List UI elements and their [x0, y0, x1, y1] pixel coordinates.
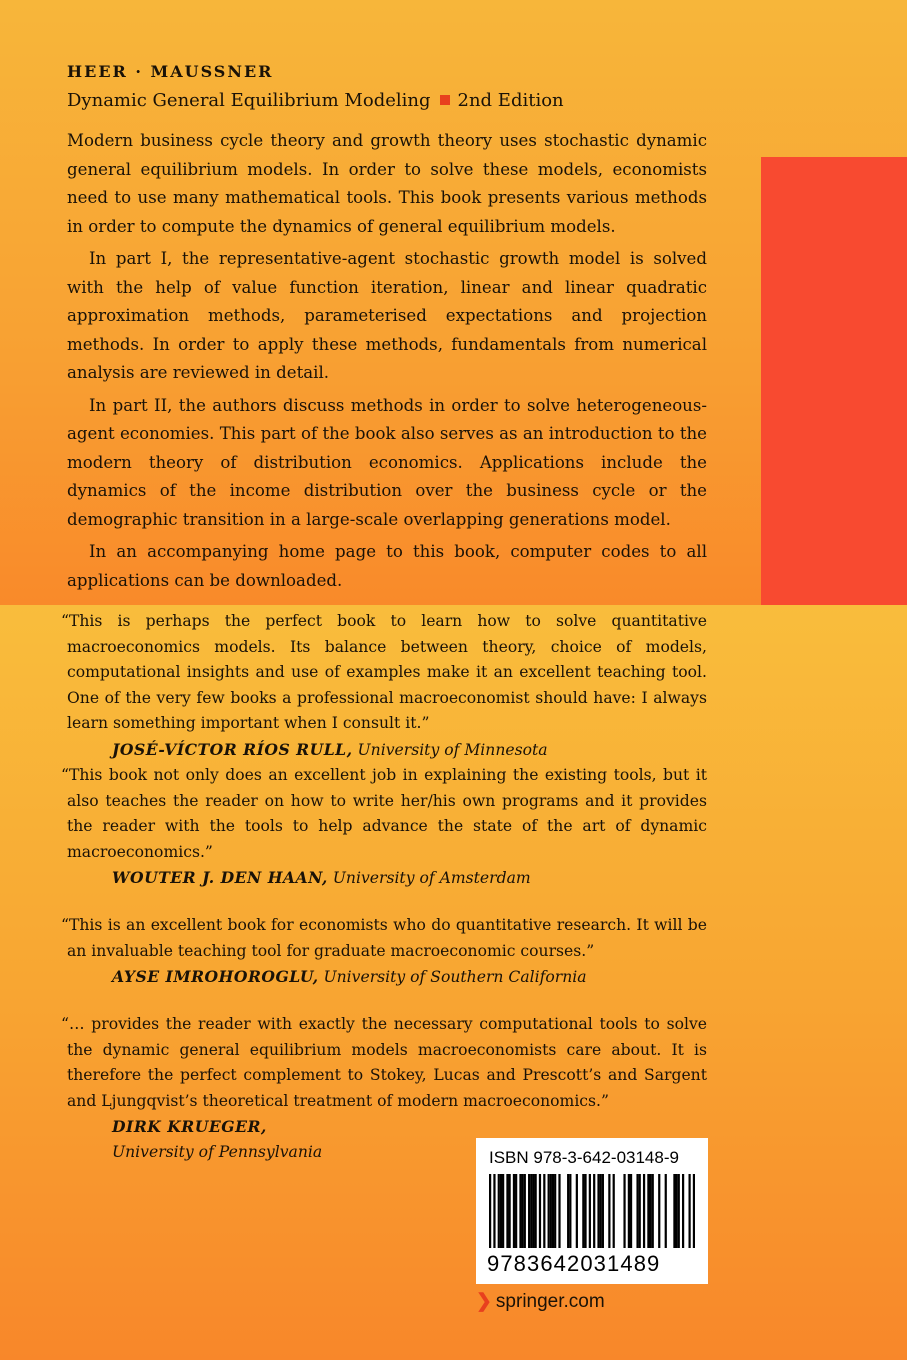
- barcode-bar: [519, 1174, 521, 1248]
- barcode-bar: [639, 1174, 641, 1248]
- barcode-bar: [539, 1174, 541, 1248]
- review-quote: “… provides the reader with exactly the necessary computational tools to solve the dynamic general equilibrium models macroeconomists care about. It is therefore the perfect complement to Stokey, Lucas and Prescott’s and Sargent and Ljungqvist’s theoretical treatment of modern macroeconomics.”: [61, 1015, 707, 1110]
- barcode-bar: [602, 1174, 604, 1248]
- barcode-bar: [673, 1174, 675, 1248]
- barcode-bar: [582, 1174, 584, 1248]
- review: [61, 609, 707, 763]
- reviewer-name: WOUTER J. DEN HAAN,: [112, 868, 328, 887]
- book-title-line: [67, 90, 564, 111]
- square-bullet-icon: [440, 95, 450, 105]
- barcode-bar: [613, 1174, 615, 1248]
- barcode-bar: [543, 1174, 545, 1248]
- isbn-label: ISBN 978-3-642-03148-9: [489, 1148, 679, 1167]
- barcode-bar: [682, 1174, 684, 1248]
- barcode-bar: [630, 1174, 632, 1248]
- barcode-bar: [548, 1174, 550, 1248]
- reviewer-name: JOSÉ-VÍCTOR RÍOS RULL,: [112, 739, 353, 759]
- reviewer-affiliation: University of Minnesota: [357, 740, 548, 759]
- review-attribution: [112, 737, 707, 764]
- barcode-bar: [567, 1174, 569, 1248]
- barcode-bar: [522, 1174, 524, 1248]
- barcode-bar: [643, 1174, 645, 1248]
- book-title: Dynamic General Equilibrium Modeling: [67, 90, 431, 111]
- barcode-icon: [489, 1174, 695, 1248]
- edition: 2nd Edition: [457, 90, 564, 111]
- barcode-bar: [647, 1174, 649, 1248]
- barcode-bar: [675, 1174, 677, 1248]
- review-attribution: [112, 865, 707, 892]
- publisher-url: springer.com: [495, 1291, 605, 1312]
- barcode-bar: [658, 1174, 660, 1248]
- chevron-right-icon: ❯: [476, 1291, 492, 1312]
- reviewer-affiliation: University of Amsterdam: [332, 869, 531, 887]
- barcode-bar: [600, 1174, 602, 1248]
- isbn-barcode-box: [476, 1138, 708, 1284]
- barcode-bar: [636, 1174, 638, 1248]
- barcode-bar: [678, 1174, 680, 1248]
- barcode-bar: [665, 1174, 667, 1248]
- isbn-digits: 9783642031489: [487, 1251, 661, 1276]
- barcode-bar: [535, 1174, 537, 1248]
- blurb-paragraph: In an accompanying home page to this book, computer codes to all applications can be downloaded.: [67, 542, 707, 590]
- barcode-bar: [552, 1174, 554, 1248]
- reviewer-name: DIRK KRUEGER,: [112, 1117, 267, 1136]
- barcode-bar: [558, 1174, 560, 1248]
- review-quote: “This is an excellent book for economists who do quantitative research. It will be an invaluable teaching tool for graduate macroeconomic courses.”: [61, 916, 707, 960]
- barcode-bar: [528, 1174, 530, 1248]
- barcode-bar: [524, 1174, 526, 1248]
- red-accent-panel: [761, 157, 907, 605]
- barcode-bar: [550, 1174, 552, 1248]
- reviewer-affiliation: University of Pennsylvania: [112, 1142, 323, 1161]
- barcode-bar: [576, 1174, 578, 1248]
- barcode-bar: [589, 1174, 591, 1248]
- barcode-bar: [608, 1174, 610, 1248]
- barcode-bar: [509, 1174, 511, 1248]
- barcode-bar: [489, 1174, 491, 1248]
- barcode-bar: [500, 1174, 502, 1248]
- blurb-paragraph: In part I, the representative-agent stochastic growth model is solved with the help of value function iteration, linear and linear quadratic approximation methods, parameterised expectations and projection methods. In order to apply these methods, fundamentals from numerical analysis are reviewed in detail.: [67, 249, 707, 382]
- review-attribution: [112, 964, 707, 991]
- barcode-bar: [584, 1174, 586, 1248]
- barcode-bar: [513, 1174, 515, 1248]
- barcode-bar: [569, 1174, 571, 1248]
- barcode-bar: [597, 1174, 599, 1248]
- barcode-bar: [623, 1174, 625, 1248]
- barcode-bar: [688, 1174, 690, 1248]
- barcode-bar: [593, 1174, 595, 1248]
- barcode-bar: [515, 1174, 517, 1248]
- blurb-paragraph: In part II, the authors discuss methods in order to solve heterogeneous-agent economies. This part of the book also serves as an introduction to the modern theory of distribution economics. Applications include the dynamics of the income distribution over the business cycle or the demographic transition in a large-scale overlapping generations model.: [67, 395, 707, 529]
- barcode-bar: [506, 1174, 508, 1248]
- publisher-link[interactable]: [476, 1290, 605, 1313]
- review-quote: “This is perhaps the perfect book to learn how to solve quantitative macroeconomics models. Its balance between theory, choice of models, computational insights and use of examples make it an excellent teaching tool. One of the very few books a professional macroeconomist should have: I always learn something important when I consult it.”: [61, 612, 707, 732]
- authors: HEER · MAUSSNER: [67, 62, 274, 81]
- barcode-bar: [493, 1174, 495, 1248]
- review: [61, 913, 707, 991]
- barcode-bar: [498, 1174, 500, 1248]
- blurb-paragraph: Modern business cycle theory and growth theory uses stochastic dynamic general equilibrium models. In order to solve these models, economists need to use many mathematical tools. This book presents various methods in order to compute the dynamics of general equilibrium models.: [67, 131, 707, 236]
- barcode-bar: [693, 1174, 695, 1248]
- reviewer-affiliation: University of Southern California: [323, 968, 587, 986]
- barcode-bar: [530, 1174, 532, 1248]
- review-quote: “This book not only does an excellent job in explaining the existing tools, but it also teaches the reader on how to write her/his own programs and it provides the reader with the tools to help advance the state of the art of dynamic macroeconomics.”: [61, 766, 707, 861]
- barcode-bar: [554, 1174, 556, 1248]
- blurb: [67, 127, 707, 599]
- barcode-bar: [649, 1174, 651, 1248]
- barcode-bar: [652, 1174, 654, 1248]
- barcode-bar: [532, 1174, 534, 1248]
- barcode-bar: [502, 1174, 504, 1248]
- barcode-bar: [628, 1174, 630, 1248]
- review: [61, 763, 707, 892]
- reviewer-name: AYSE IMROHOROGLU,: [112, 967, 319, 986]
